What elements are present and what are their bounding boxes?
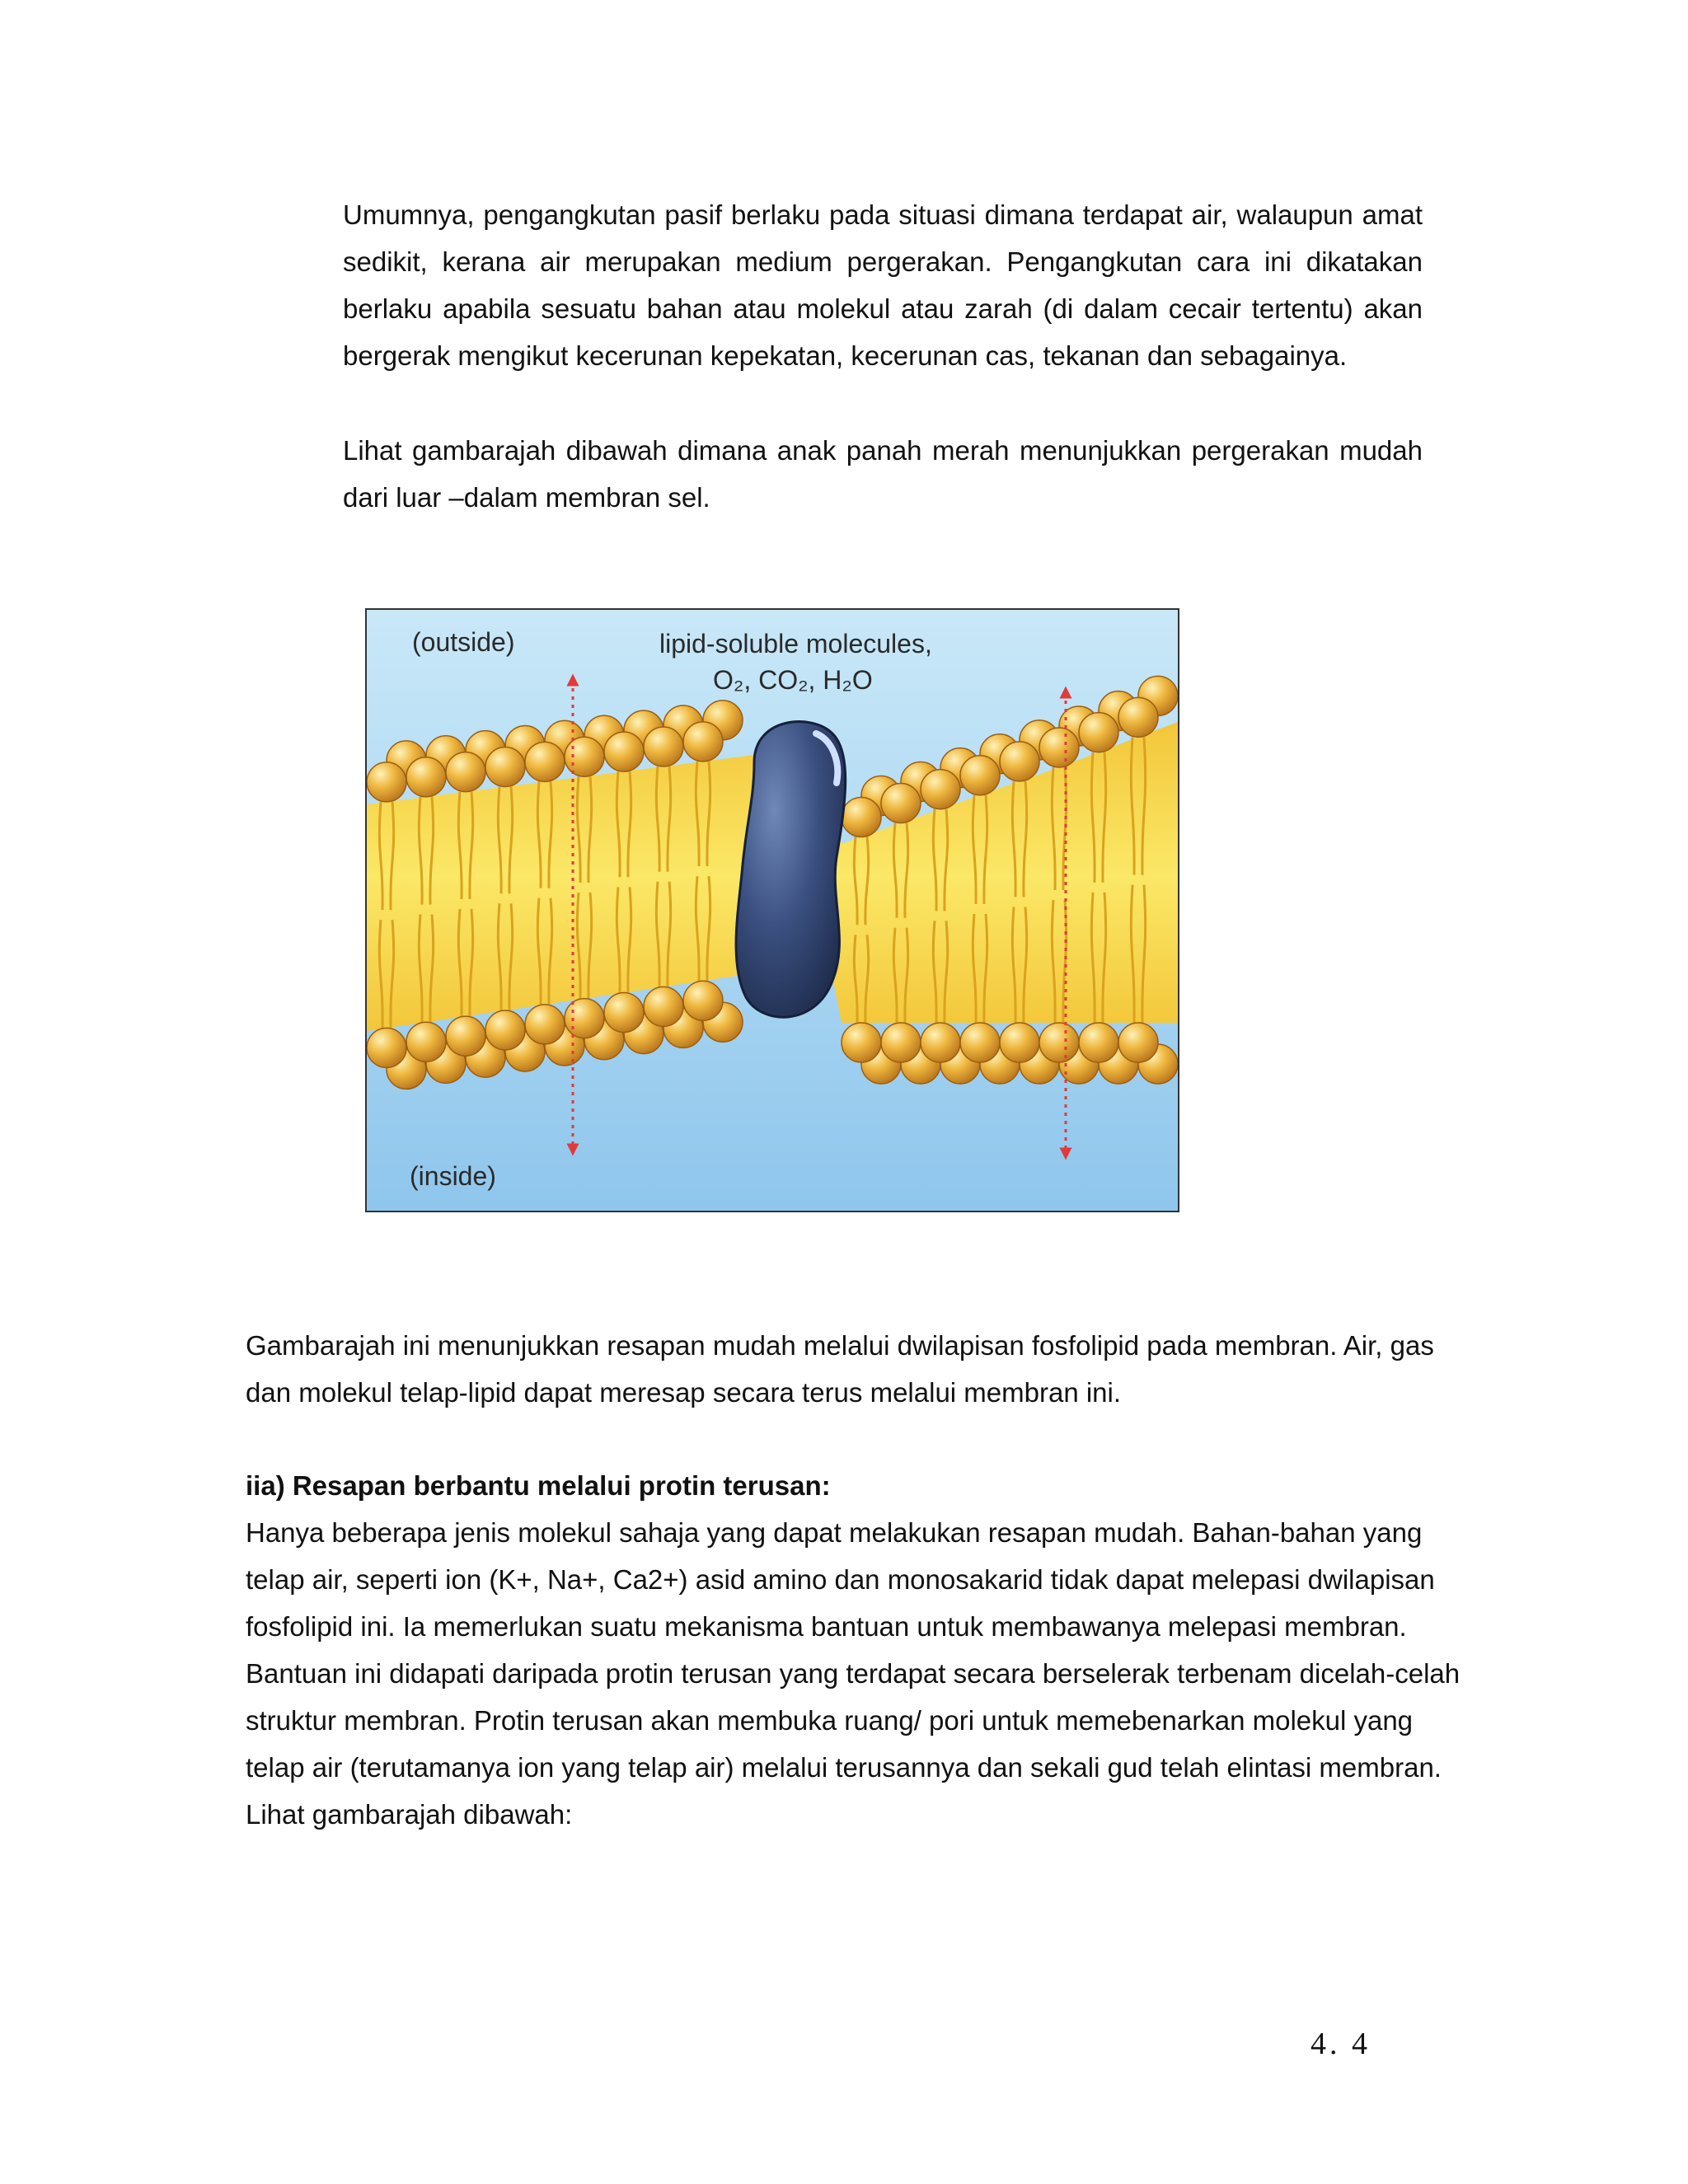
phospholipid-head: [881, 784, 921, 823]
phospholipid-head: [367, 762, 406, 802]
paragraph-passive-transport: Umumnya, pengangkutan pasif berlaku pada situasi dimana terdapat air, walaupun amat sedikit, kerana air merupakan medium pergerakan. Pengangkutan cara ini dikatakan berlaku apabila sesuatu bahan atau molekul atau zarah (di dalam cecair tertentu) akan bergerak mengikut kecerunan kepekatan, kecerunan cas, tekanan dan sebagainya.: [343, 199, 1423, 371]
label-inside: (inside): [410, 1161, 496, 1191]
label-molecule-formulas: O₂, CO₂, H₂O: [713, 665, 873, 695]
phospholipid-head: [683, 981, 723, 1020]
phospholipid-head: [1118, 697, 1158, 737]
membrane-diffusion-figure: [365, 608, 1179, 1212]
phospholipid-head: [1039, 1023, 1079, 1062]
paragraph-see-diagram: Lihat gambarajah dibawah dimana anak panah merah menunjukkan pergerakan mudah dari luar –dalam membran sel.: [343, 435, 1423, 513]
phospholipid-head: [960, 1023, 1000, 1062]
phospholipid-head: [406, 757, 446, 797]
label-lipid-soluble-molecules: lipid-soluble molecules,: [659, 629, 932, 658]
phospholipid-head: [565, 737, 604, 776]
phospholipid-head: [921, 1023, 960, 1062]
phospholipid-head: [485, 748, 525, 787]
phospholipid-head: [367, 1028, 406, 1067]
label-outside: (outside): [412, 627, 515, 657]
phospholipid-head: [644, 987, 683, 1026]
phospholipid-head: [485, 1010, 525, 1050]
page-number: 4. 4: [1311, 2027, 1371, 2061]
phospholipid-head: [1118, 1023, 1158, 1062]
phospholipid-head: [683, 722, 723, 762]
phospholipid-head: [604, 993, 644, 1033]
phospholipid-head: [921, 770, 960, 809]
paragraph-channel-protein: Hanya beberapa jenis molekul sahaja yang dapat melakukan resapan mudah. Bahan-bahan yang telap air, seperti ion (K+, Na+, Ca2+) asid amino dan monosakarid tidak dapat melepasi dwilapisan fosfolipid ini. Ia memerlukan suatu mekanisma bantuan untuk membawanya melepasi membran. Bantuan ini didapati daripada protin terusan yang terdapat secara berselerak terbenam dicelah-celah struktur membran. Protin terusan akan membuka ruang/ pori untuk memebenarkan molekul yang telap air (terutamanya ion yang telap air) melalui terusannya dan sekali gud telah elintasi membran. Lihat gambarajah dibawah:: [246, 1517, 1461, 1830]
phospholipid-head: [1000, 1023, 1039, 1062]
paragraph-simple-diffusion: Gambarajah ini menunjukkan resapan mudah melalui dwilapisan fosfolipid pada membran. Air, gas dan molekul telap-lipid dapat meresap secara terus melalui membran ini.: [246, 1330, 1434, 1408]
phospholipid-head: [525, 1005, 565, 1044]
phospholipid-head: [604, 732, 644, 771]
phospholipid-head: [1079, 1023, 1118, 1062]
phospholipid-head: [1039, 728, 1079, 767]
phospholipid-head: [1079, 713, 1118, 752]
phospholipid-head: [565, 999, 604, 1038]
phospholipid-head: [446, 1016, 485, 1056]
phospholipid-head: [446, 752, 485, 792]
phospholipid-head: [1000, 742, 1039, 781]
phospholipid-head: [881, 1023, 921, 1062]
section-heading-facilitated-diffusion: iia) Resapan berbantu melalui protin terusan:: [246, 1470, 831, 1501]
phospholipid-head: [960, 756, 1000, 795]
phospholipid-head: [842, 797, 881, 837]
phospholipid-head: [644, 727, 683, 766]
phospholipid-head: [842, 1023, 881, 1062]
membrane-diagram: [367, 610, 1178, 1211]
phospholipid-head: [525, 742, 565, 781]
phospholipid-head: [406, 1022, 446, 1062]
